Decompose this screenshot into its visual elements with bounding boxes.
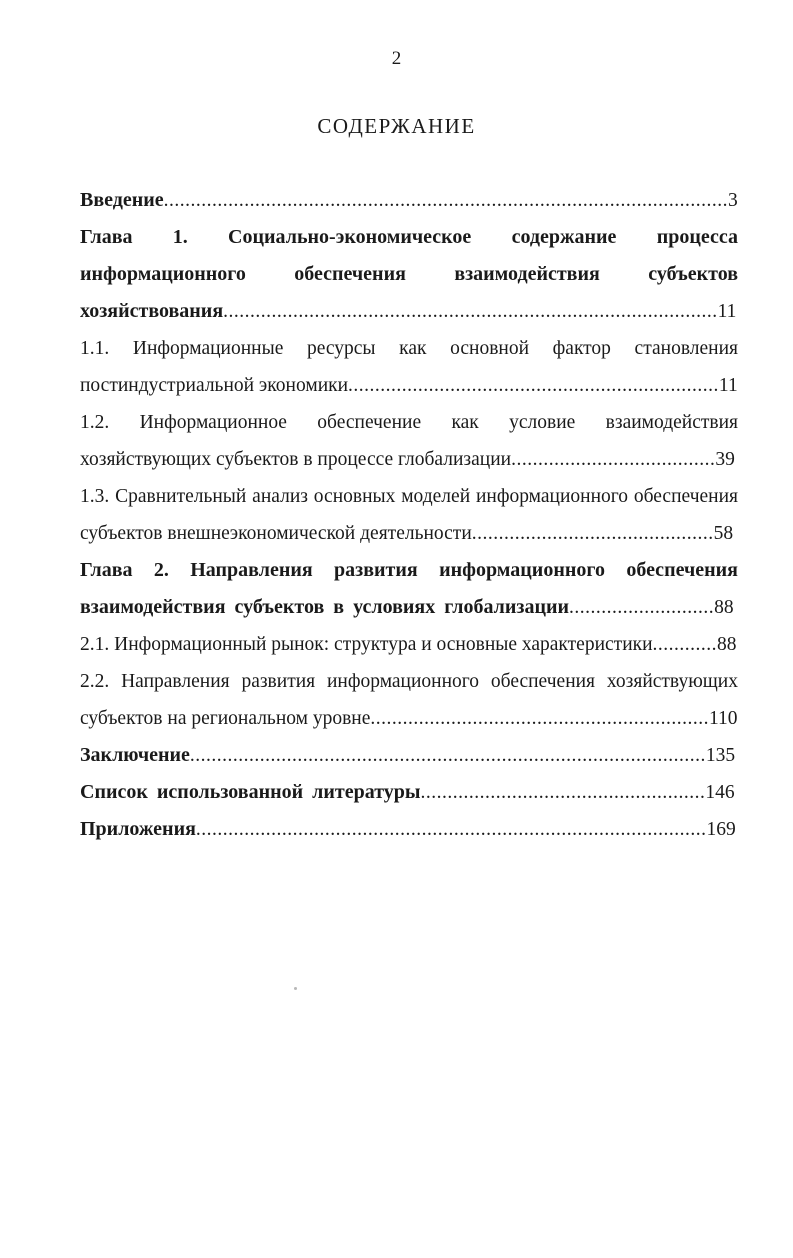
toc-entry-label: Заключение <box>80 744 190 766</box>
toc-entry <box>80 811 738 848</box>
toc-dot-leader: ............ <box>652 634 718 655</box>
toc-entry <box>80 737 738 774</box>
toc-entry <box>80 626 738 663</box>
toc-entry <box>80 219 738 330</box>
toc-entry <box>80 330 738 404</box>
toc-dot-leader: ............................................................... <box>370 708 710 729</box>
toc-page-ref: 3 <box>728 190 738 211</box>
toc-entry-label: Список использованной литературы <box>80 781 421 803</box>
toc-entry-label: Глава 1. Социально-экономическое содержание процесса информационного обеспечения взаимодействия субъектов хозяйствования <box>80 226 738 322</box>
toc-page-ref: 88 <box>714 597 734 618</box>
toc-page-ref: 11 <box>718 375 738 396</box>
toc-entry <box>80 663 738 737</box>
toc-page-ref: 39 <box>715 449 735 470</box>
toc-entry-label: 1.1. Информационные ресурсы как основной фактор становления постиндустриальной экономики <box>80 338 738 396</box>
toc-dot-leader: ..................................................... <box>420 782 706 803</box>
toc-dot-leader: ........................... <box>569 597 715 618</box>
toc-page-ref: 58 <box>713 523 734 544</box>
toc-entry-label: Введение <box>80 189 164 211</box>
toc-dot-leader: ..................................................................... <box>348 375 719 396</box>
toc-entry <box>80 774 738 811</box>
page-number: 2 <box>391 48 402 69</box>
toc-page-ref: 110 <box>709 708 738 729</box>
toc-page-ref: 135 <box>705 745 736 766</box>
toc-dot-leader: ............................................. <box>471 523 714 544</box>
toc-page-ref: 146 <box>705 782 735 803</box>
table-of-contents <box>80 182 738 848</box>
toc-dot-leader: ............................................................................................... <box>195 819 707 840</box>
toc-entry-label: 2.2. Направления развития информационного обеспечения хозяйствующих субъектов на региональном уровне <box>80 671 738 729</box>
toc-dot-leader: ............................................................................................ <box>223 301 718 322</box>
toc-entry-label: 1.3. Сравнительный анализ основных моделей информационного обеспечения субъектов внешнеэкономической деятельности <box>80 486 738 544</box>
toc-page-ref: 11 <box>717 301 737 322</box>
toc-entry <box>80 404 738 478</box>
toc-entry-label: Глава 2. Направления развития информационного обеспечения взаимодействия субъектов в условиях глобализации <box>80 559 738 618</box>
toc-dot-leader: ......................................................................................................... <box>163 190 729 211</box>
toc-entry-label: 2.1. Информационный рынок: структура и основные характеристики <box>80 634 653 655</box>
toc-page-ref: 88 <box>717 634 737 655</box>
page-title: СОДЕРЖАНИЕ <box>317 114 476 138</box>
toc-entry <box>80 478 738 552</box>
scan-artifact <box>294 987 297 990</box>
toc-dot-leader: ................................................................................................ <box>189 745 706 766</box>
toc-page-ref: 169 <box>706 819 736 840</box>
toc-entry-label: Приложения <box>80 818 196 840</box>
toc-entry-label: 1.2. Информационное обеспечение как условие взаимодействия хозяйствующих субъектов в процессе глобализации <box>80 412 738 470</box>
toc-entry <box>80 552 738 626</box>
toc-dot-leader: ...................................... <box>511 449 716 470</box>
toc-entry <box>80 182 738 219</box>
